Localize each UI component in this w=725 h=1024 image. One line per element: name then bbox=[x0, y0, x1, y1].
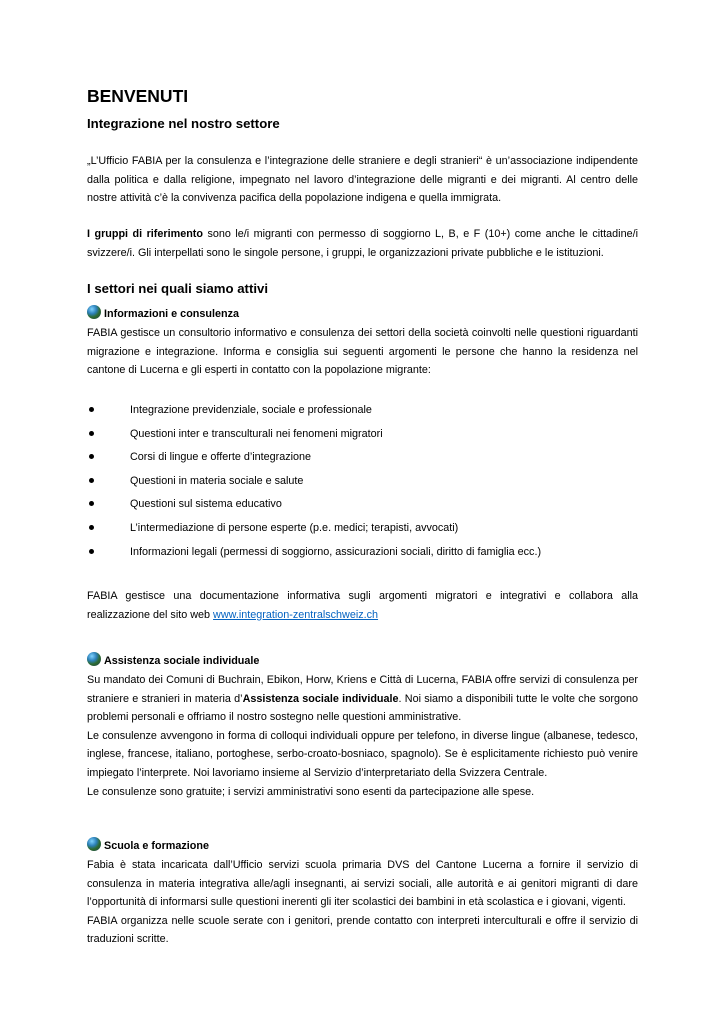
school-heading-label: Scuola e formazione bbox=[104, 840, 209, 852]
assist-text-1 bbox=[87, 671, 638, 727]
assist-heading bbox=[87, 652, 259, 667]
bullet-icon bbox=[89, 549, 94, 554]
list-item bbox=[87, 519, 638, 543]
assist-heading-label: Assistenza sociale individuale bbox=[104, 655, 260, 667]
page-title: BENVENUTI bbox=[87, 86, 189, 106]
globe-icon bbox=[87, 652, 101, 666]
list-item-label: Informazioni legali (permessi di soggiorno, assicurazioni sociali, diritto di famiglia ecc.) bbox=[130, 545, 542, 558]
bullet-icon bbox=[89, 407, 94, 412]
sectors-heading: I settori nei quali siamo attivi bbox=[87, 281, 269, 296]
groups-bold-label: I gruppi di riferimento bbox=[87, 228, 203, 240]
school-text-2: FABIA organizza nelle scuole serate con i genitori, prende contatto con interpreti interculturali e offre il servizio di traduzioni scritte. bbox=[87, 914, 638, 946]
list-item bbox=[87, 401, 638, 425]
list-item bbox=[87, 425, 638, 449]
list-item-label: Questioni sul sistema educativo bbox=[130, 498, 282, 511]
bullet-icon bbox=[89, 454, 94, 459]
groups-text: sono le/i migranti con permesso di soggiorno L, B, e F (10+) come anche le cittadine/i svizzere/i. Gli interpellati sono le singole persone, i gruppi, le organizzazioni private pubbliche e le istituzioni. bbox=[87, 228, 638, 259]
info-paragraph: FABIA gestisce un consultorio informativo e consulenza dei settori della società coinvolti nelle questioni riguardanti migrazione e integrazione. Informa e consiglia sui seguenti argomenti le persone che hanno la residenza nel cantone di Lucerna e gli esperti in contatto con la popolazione migrante: bbox=[87, 327, 638, 377]
info-bullet-list bbox=[87, 401, 638, 566]
globe-icon bbox=[87, 837, 101, 851]
school-paragraph bbox=[87, 856, 638, 949]
list-item bbox=[87, 448, 638, 472]
info-heading bbox=[87, 305, 239, 320]
assist-text-a: Su mandato dei Comuni di Buchrain, Ebikon, Horw, Kriens e Città di Lucerna, FABIA offre servizi di consulenza per straniere e stranieri in materia d’ bbox=[87, 674, 638, 705]
info-heading-label: Informazioni e consulenza bbox=[104, 308, 239, 320]
website-link[interactable]: www.integration-zentralschweiz.ch bbox=[213, 608, 379, 621]
assist-text-b: . Noi siamo a disponibili tutte le volte che sorgono problemi personali e offriamo il nostro sostegno nelle questioni amministrative. bbox=[87, 692, 638, 724]
docs-paragraph bbox=[87, 587, 638, 624]
assist-text-bold: Assistenza sociale individuale bbox=[242, 692, 399, 705]
list-item bbox=[87, 543, 638, 567]
list-item-label: Corsi di lingue e offerte d’integrazione bbox=[130, 451, 312, 464]
list-item-label: Integrazione previdenziale, sociale e professionale bbox=[130, 404, 372, 416]
bullet-icon bbox=[89, 478, 94, 483]
school-heading bbox=[87, 837, 209, 852]
bullet-icon bbox=[89, 431, 94, 436]
assist-text-2: Le consulenze avvengono in forma di colloqui individuali oppure per telefono, in diverse lingue (albanese, tedesco, inglese, francese, italiano, portoghese, serbo-croato-bosniaco, spagnolo). Se è esplicitamente richiesto può venire impiegato l’interprete. Noi lavoriamo insieme al Servizio d’interpretariato della Svizzera Centrale. bbox=[87, 729, 638, 779]
bullet-icon bbox=[89, 525, 94, 530]
school-text-1: Fabia è stata incaricata dall’Ufficio servizi scuola primaria DVS del Cantone Lucerna a fornire il servizio di consulenza in materia integrativa alle/agli insegnanti, ai servizi sociali, alle autorità e ai genitori migranti di dare l’opportunità di informarsi sulle questioni inerenti gli iter scolastici dei bambini in età scolastica e i giovani, vigenti. bbox=[87, 859, 638, 909]
list-item bbox=[87, 472, 638, 496]
docs-text: FABIA gestisce una documentazione informativa sugli argomenti migratori e integrativi e collabora alla realizzazione del sito web bbox=[87, 590, 638, 621]
globe-icon bbox=[87, 305, 101, 319]
list-item-label: L’intermediazione di persone esperte (p.e. medici; terapisti, avvocati) bbox=[130, 521, 459, 534]
intro-paragraph: „L’Ufficio FABIA per la consulenza e l’integrazione delle straniere e degli stranieri“ è un’associazione indipendente dalla politica e dalla religione, impegnato nel lavoro d’integrazione delle migranti e dei migranti. Al centro delle nostre attività c’è la convivenza pacifica della popolazione indigena e quella immigrata. bbox=[87, 155, 638, 205]
list-item-label: Questioni in materia sociale e salute bbox=[130, 474, 304, 487]
assist-paragraph bbox=[87, 671, 638, 801]
bullet-icon bbox=[89, 501, 94, 506]
groups-paragraph bbox=[87, 225, 638, 262]
page-subtitle: Integrazione nel nostro settore bbox=[87, 116, 280, 131]
assist-text-3: Le consulenze sono gratuite; i servizi amministrativi sono esenti da partecipazione alle spese. bbox=[87, 785, 535, 798]
list-item bbox=[87, 495, 638, 519]
list-item-label: Questioni inter e transculturali nei fenomeni migratori bbox=[130, 427, 383, 440]
